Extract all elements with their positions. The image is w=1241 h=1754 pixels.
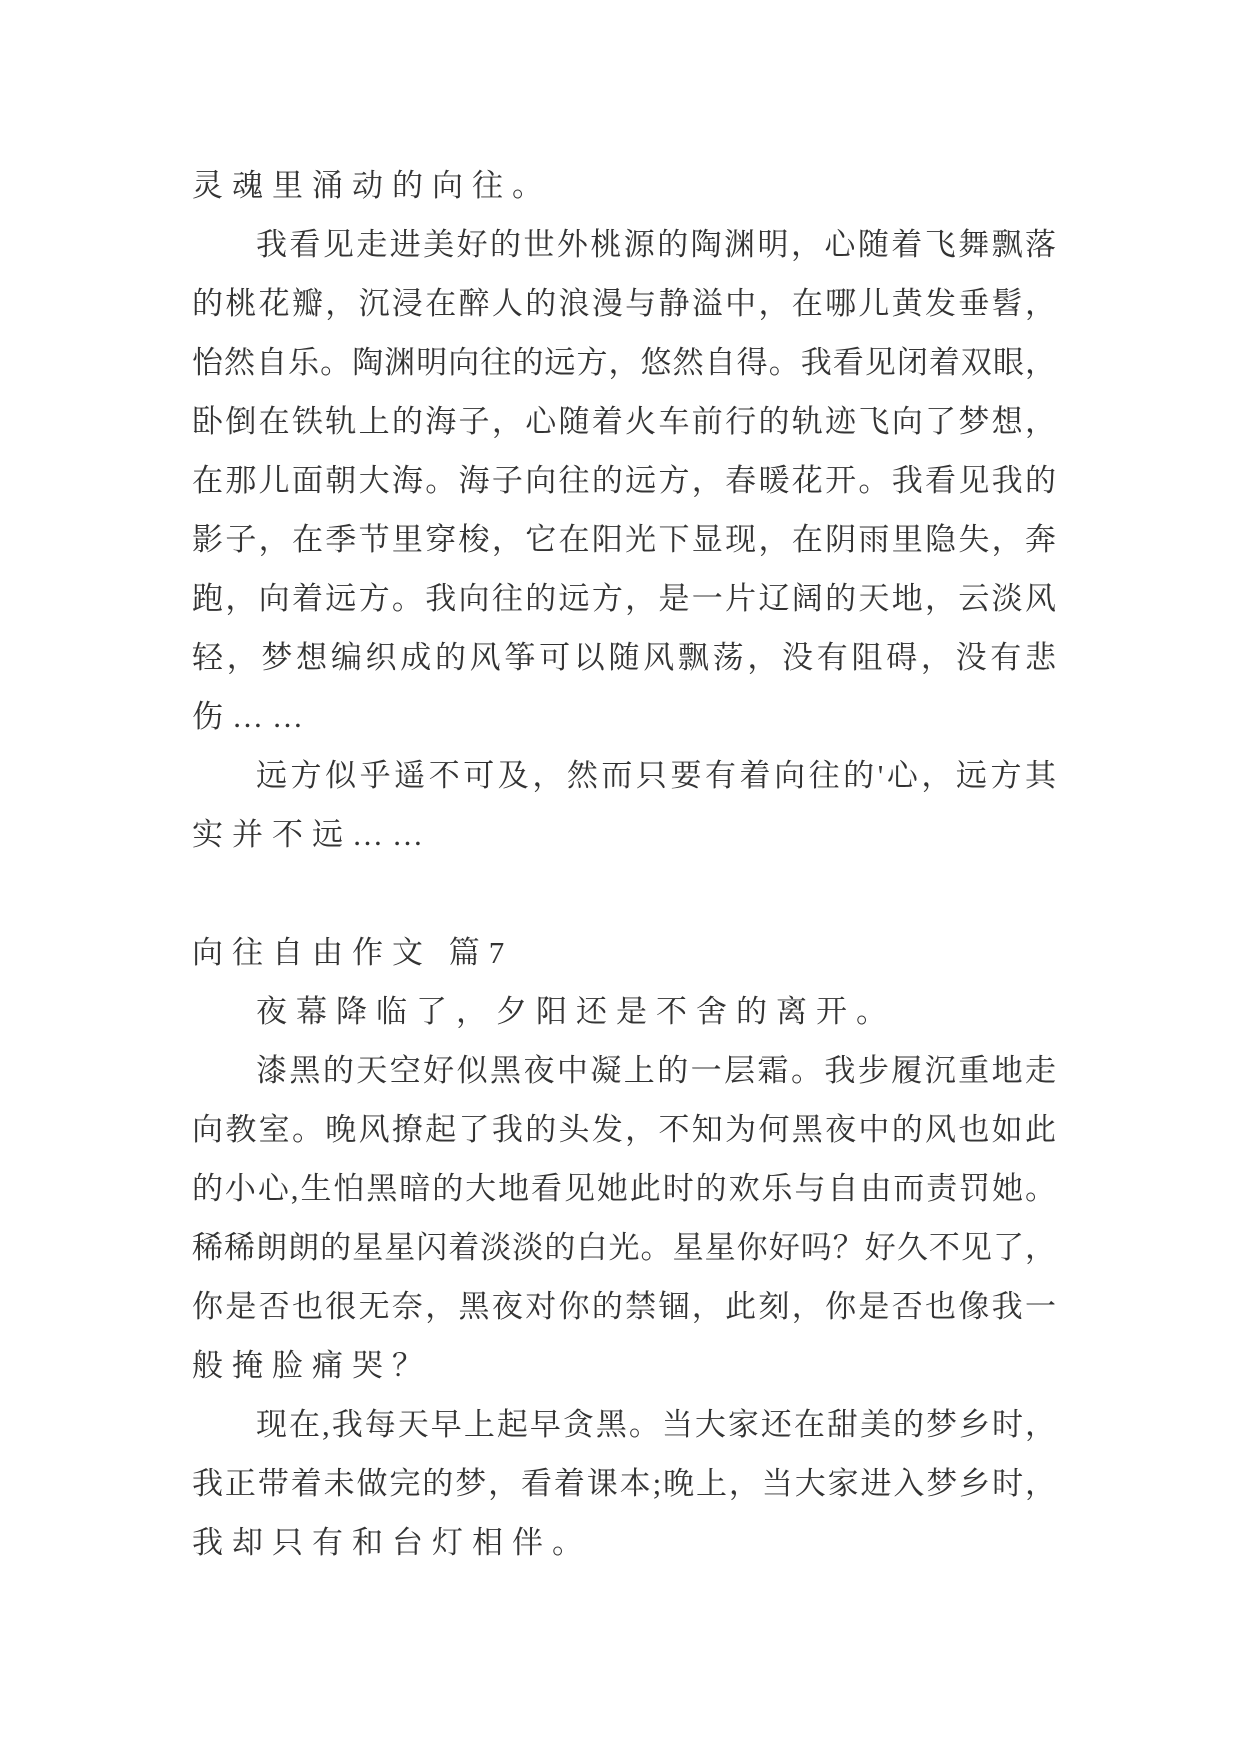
text-line: 在那儿面朝大海。海子向往的远方，春暖花开。我看见我的 xyxy=(192,463,1056,498)
text-line: 般掩脸痛哭？ xyxy=(192,1348,432,1383)
text-line: 向教室。晚风撩起了我的头发，不知为何黑夜中的风也如此 xyxy=(192,1112,1056,1147)
text-line: 伤…… xyxy=(192,699,312,734)
text-line: 漆黑的天空好似黑夜中凝上的一层霜。我步履沉重地走 xyxy=(256,1053,1056,1088)
text-line: 我却只有和台灯相伴。 xyxy=(192,1525,592,1560)
text-line: 的小心,生怕黑暗的大地看见她此时的欢乐与自由而责罚她。 xyxy=(192,1171,1056,1206)
text-line: 我正带着未做完的梦，看着课本;晚上，当大家进入梦乡时， xyxy=(192,1466,1056,1501)
text-line: 灵魂里涌动的向往。 xyxy=(192,168,552,203)
section-heading: 向往自由作文 篇7 xyxy=(192,935,514,970)
text-line: 跑，向着远方。我向往的远方，是一片辽阔的天地，云淡风 xyxy=(192,581,1056,616)
text-line: 轻，梦想编织成的风筝可以随风飘荡，没有阻碍，没有悲 xyxy=(192,640,1056,675)
text-line: 实并不远…… xyxy=(192,817,432,852)
blank-line xyxy=(192,864,1056,923)
text-line: 卧倒在铁轨上的海子，心随着火车前行的轨迹飞向了梦想， xyxy=(192,404,1056,439)
text-line: 稀稀朗朗的星星闪着淡淡的白光。星星你好吗？好久不见了， xyxy=(192,1230,1056,1265)
text-line: 远方似乎遥不可及，然而只要有着向往的'心，远方其 xyxy=(256,758,1056,793)
essay-text-column xyxy=(192,156,1056,1572)
text-line: 你是否也很无奈，黑夜对你的禁锢，此刻，你是否也像我一 xyxy=(192,1289,1056,1324)
text-line: 现在,我每天早上起早贪黑。当大家还在甜美的梦乡时， xyxy=(256,1407,1056,1442)
text-line: 我看见走进美好的世外桃源的陶渊明，心随着飞舞飘落 xyxy=(256,227,1056,262)
text-line: 的桃花瓣，沉浸在醉人的浪漫与静溢中，在哪儿黄发垂髫， xyxy=(192,286,1056,321)
text-line: 影子，在季节里穿梭，它在阳光下显现，在阴雨里隐失，奔 xyxy=(192,522,1056,557)
text-line: 怡然自乐。陶渊明向往的远方，悠然自得。我看见闭着双眼， xyxy=(192,345,1056,380)
text-line: 夜幕降临了，夕阳还是不舍的离开。 xyxy=(256,994,896,1029)
